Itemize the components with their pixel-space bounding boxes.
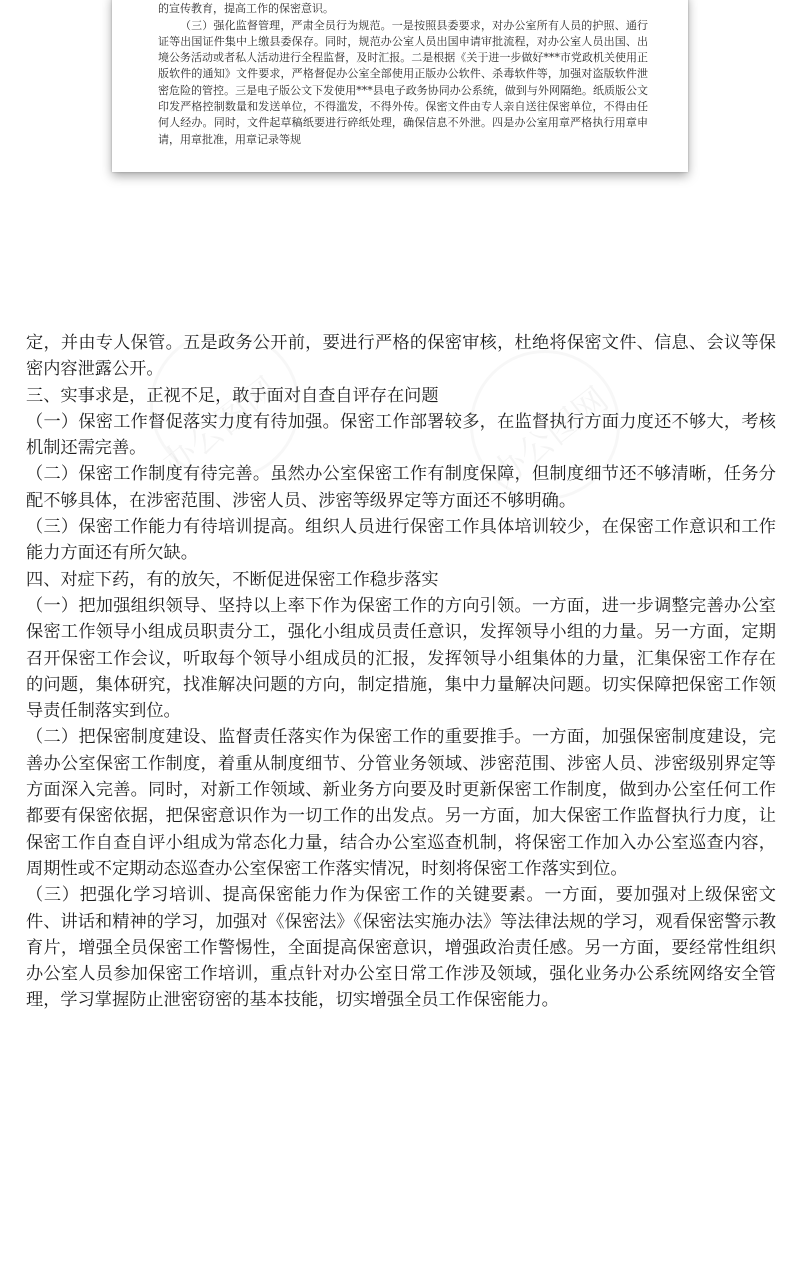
- section-heading: 三、实事求是，正视不足，敢于面对自查自评存在问题: [26, 385, 439, 406]
- paragraph: 定，并由专人保管。五是政务公开前，要进行严格的保密审核，杜绝将保密文件、信息、会议等保密内容泄露公开。: [26, 333, 776, 380]
- preview-paragraph: （三）强化监督管理，严肃全员行为规范。一是按照县委要求，对办公室所有人员的护照、通行证等出国证件集中上缴县委保存。同时，规范办公室人员出国申请审批流程，对办公室人员出国、出境公务活动或者私人活动进行全程监督，及时汇报。二是根据《关于进一步做好***市党政机关使用正版软件的通知》文件要求，严格督促办公室全部使用正版办公软件、杀毒软件等，加强对盗版软件泄密危险的管控。三是电子版公文下发使用***县电子政务协同办公系统，做到与外网隔绝。纸质版公文印发严格控制数量和发送单位，不得滥发，不得外传。保密文件由专人亲自送往保密单位，不得由任何人经办。同时，文件起草稿纸要进行碎纸处理，确保信息不外泄。四是办公室用章严格执行用章申请，用章批准，用章记录等规: [158, 18, 648, 146]
- paragraph: （一）保密工作督促落实力度有待加强。保密工作部署较多，在监督执行方面力度还不够大，考核机制还需完善。: [26, 411, 776, 459]
- page-preview-card: [112, 0, 688, 172]
- paragraph: （三）保密工作能力有待培训提高。组织人员进行保密工作具体培训较少，在保密工作意识和工作能力方面还有所欠缺。: [26, 517, 776, 564]
- document-body: [26, 330, 776, 1014]
- paragraph: （三）把强化学习培训、提高保密能力作为保密工作的关键要素。一方面，要加强对上级保密文件、讲话和精神的学习，加强对《保密法》《保密法实施办法》等法律法规的学习，观看保密警示教育片，增强全员保密工作警惕性，全面提高保密意识，增强政治责任感。另一方面，要经常性组织办公室人员参加保密工作培训，重点针对办公室日常工作涉及领域，强化业务办公系统网络安全管理，学习掌握防止泄密窃密的基本技能，切实增强全员工作保密能力。: [26, 885, 776, 1011]
- paragraph: （二）保密工作制度有待完善。虽然办公室保密工作有制度保障，但制度细节还不够清晰，任务分配不够具体，在涉密范围、涉密人员、涉密等级界定等方面还不够明确。: [26, 464, 776, 511]
- preview-line: 的宣传教育，提高工作的保密意识。: [158, 2, 334, 16]
- section-heading: 四、对症下药，有的放矢，不断促进保密工作稳步落实: [26, 569, 439, 590]
- paragraph: （二）把保密制度建设、监督责任落实作为保密工作的重要推手。一方面，加强保密制度建设，完善办公室保密工作制度，着重从制度细节、分管业务领域、涉密范围、涉密人员、涉密级别界定等方面深入完善。同时，对新工作领域、新业务方向要及时更新保密工作制度，做到办公室任何工作都要有保密依据，把保密意识作为一切工作的出发点。另一方面，加大保密工作监督执行力度，让保密工作自查自评小组成为常态化力量，结合办公室巡查机制，将保密工作加入办公室巡查内容，周期性或不定期动态巡查办公室保密工作落实情况，时刻将保密工作落实到位。: [26, 727, 776, 879]
- paragraph: （一）把加强组织领导、坚持以上率下作为保密工作的方向引领。一方面，进一步调整完善办公室保密工作领导小组成员职责分工，强化小组成员责任意识，发挥领导小组的力量。另一方面，定期召开保密工作会议，听取每个领导小组成员的汇报，发挥领导小组集体的力量，汇集保密工作存在的问题，集体研究，找准解决问题的方向，制定措施，集中力量解决问题。切实保障把保密工作领导责任制落实到位。: [26, 595, 776, 722]
